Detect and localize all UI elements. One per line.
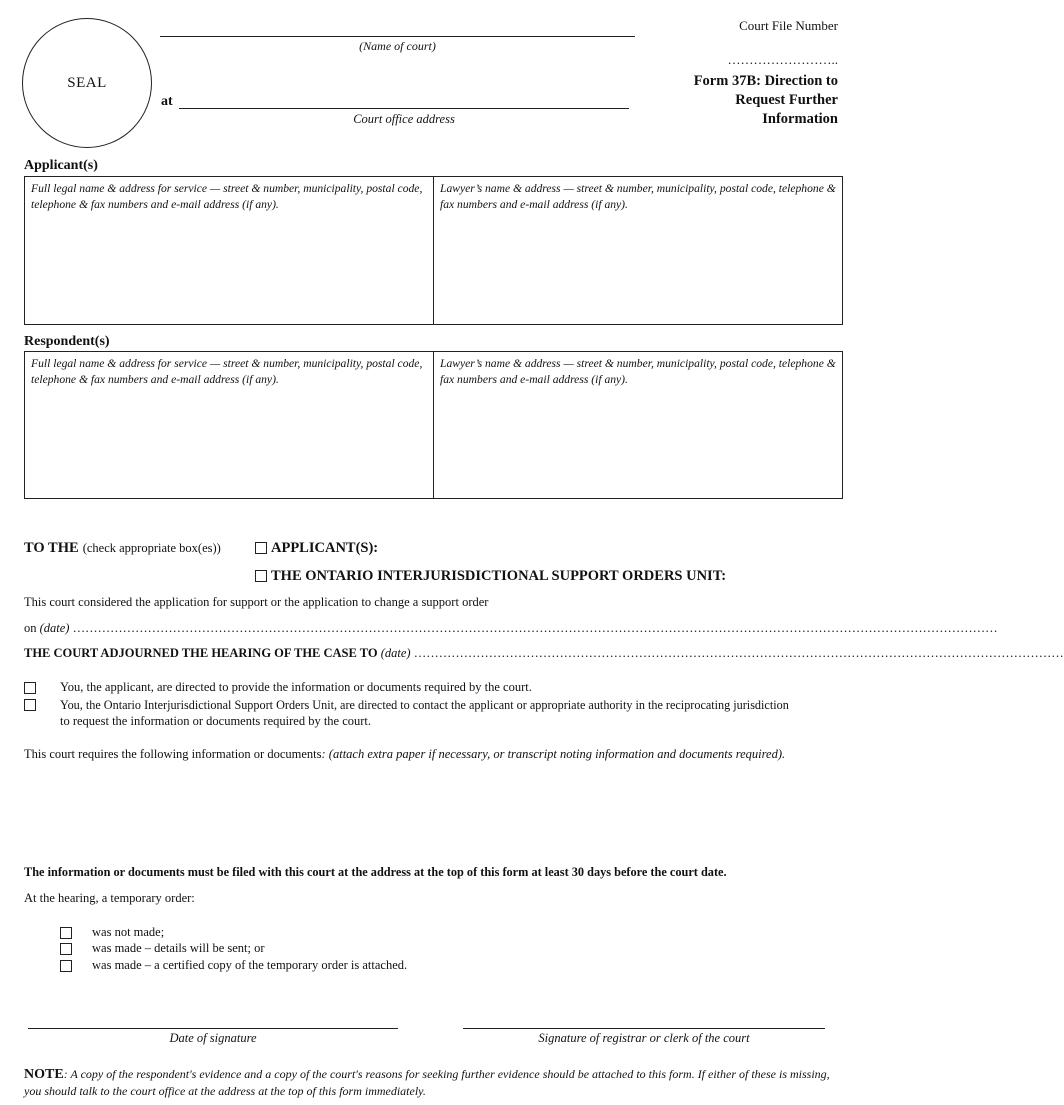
adjourned-label: THE COURT ADJOURNED THE HEARING OF THE CASE TO: [24, 646, 378, 660]
registrar-signature-caption: Signature of registrar or clerk of the court: [538, 1031, 750, 1045]
date-signature-line[interactable]: [28, 1028, 398, 1029]
form-title: [694, 72, 838, 129]
order-option-3-checkbox[interactable]: [60, 960, 72, 972]
respondent-lawyer-cell[interactable]: Lawyer’s name & address — street & number, municipality, postal code, telephone & fax numbers and e-mail address (if any).: [433, 352, 842, 498]
order-option-2-label: was made – details will be sent; or: [92, 941, 265, 955]
respondents-heading: Respondent(s): [24, 334, 110, 349]
requires-note: : (attach extra paper if necessary, or transcript noting information and documents required).: [321, 747, 786, 761]
respondents-table: [24, 351, 843, 499]
directive-applicant-row: [24, 680, 532, 695]
adjourned-date-label: (date): [380, 646, 411, 660]
applicant-lawyer-cell[interactable]: Lawyer’s name & address — street & number, municipality, postal code, telephone & fax numbers and e-mail address (if any).: [433, 177, 842, 324]
order-option-2: [60, 941, 265, 956]
note-text: : A copy of the respondent's evidence and a copy of the court's reasons for seeking further evidence should be attached to this form. If either of these is missing, you should talk to the court office at the address at the top of this form immediately.: [24, 1067, 830, 1098]
applicants-table: [24, 176, 843, 325]
on-label: on: [24, 621, 37, 635]
directive-applicant-text: You, the applicant, are directed to provide the information or documents required by the court.: [60, 680, 532, 694]
requires-answer-area[interactable]: [24, 768, 841, 858]
order-option-3-label: was made – a certified copy of the temporary order is attached.: [92, 958, 408, 972]
considered-text: This court considered the application for support or the application to change a support order: [24, 595, 489, 609]
applicant-details-cell[interactable]: Full legal name & address for service — street & number, municipality, postal code, telephone & fax numbers and e-mail address (if any).: [31, 182, 423, 211]
court-address-line[interactable]: [179, 108, 629, 109]
directive-unit-checkbox[interactable]: [24, 699, 36, 711]
directive-unit-line1: You, the Ontario Interjurisdictional Support Orders Unit, are directed to contact the applicant or appropriate authority in the reciprocating jurisdiction: [60, 698, 789, 712]
note-label: NOTE: [24, 1067, 64, 1082]
directive-unit-line2: to request the information or documents required by the court.: [60, 714, 372, 728]
unit-checkbox[interactable]: [255, 570, 267, 582]
on-date-row: [24, 621, 998, 636]
to-the-label: TO THE: [24, 540, 79, 556]
applicants-checkbox[interactable]: [255, 542, 267, 554]
form-title-line1: Form 37B: Direction to: [693, 73, 838, 89]
order-option-1: [60, 925, 164, 940]
option-applicants: [255, 539, 378, 557]
adjourned-date-field[interactable]: …………………………………………………………………………………………………………………………………………: [413, 646, 1064, 660]
hearing-intro: At the hearing, a temporary order:: [24, 891, 195, 905]
on-date-field[interactable]: ……………………………………………………………………………………………………………………………………………………………………………………………………: [72, 621, 998, 635]
court-address-caption: Court office address: [353, 112, 455, 126]
order-option-1-label: was not made;: [92, 925, 165, 939]
to-the-hint: (check appropriate box(es)): [82, 541, 221, 555]
note-paragraph: [24, 1066, 836, 1099]
option-applicants-label: APPLICANT(S):: [271, 540, 379, 556]
seal-label: SEAL: [67, 74, 107, 91]
adjourned-row: [24, 646, 1064, 661]
to-the-row: [24, 539, 221, 557]
order-option-3: [60, 958, 407, 973]
option-unit-label: THE ONTARIO INTERJURISDICTIONAL SUPPORT ORDERS UNIT:: [271, 568, 727, 584]
requires-text: This court requires the following information or documents: [24, 747, 322, 761]
seal-circle: [22, 18, 152, 148]
date-signature-caption: Date of signature: [169, 1031, 257, 1045]
filed-notice: The information or documents must be filed with this court at the address at the top of this form at least 30 days before the court date.: [24, 865, 727, 879]
directive-unit-text: [60, 697, 789, 729]
order-option-2-checkbox[interactable]: [60, 943, 72, 955]
order-option-1-checkbox[interactable]: [60, 927, 72, 939]
form-title-line3: Information: [762, 111, 838, 127]
at-label: at: [161, 94, 173, 109]
registrar-signature-line[interactable]: [463, 1028, 825, 1029]
court-name-line[interactable]: [160, 36, 635, 37]
form-title-line2: Request Further: [735, 92, 838, 108]
on-date-label: (date): [39, 621, 70, 635]
court-name-caption: (Name of court): [359, 39, 436, 53]
directive-applicant-checkbox[interactable]: [24, 682, 36, 694]
directive-unit-row: [24, 697, 789, 729]
court-file-number-field[interactable]: ……………………..: [727, 52, 838, 67]
applicants-heading: Applicant(s): [24, 158, 98, 173]
court-file-number-label: Court File Number: [739, 18, 838, 33]
option-unit: [255, 567, 726, 585]
respondent-details-cell[interactable]: Full legal name & address for service — street & number, municipality, postal code, telephone & fax numbers and e-mail address (if any).: [31, 357, 423, 386]
requires-row: [24, 747, 785, 762]
